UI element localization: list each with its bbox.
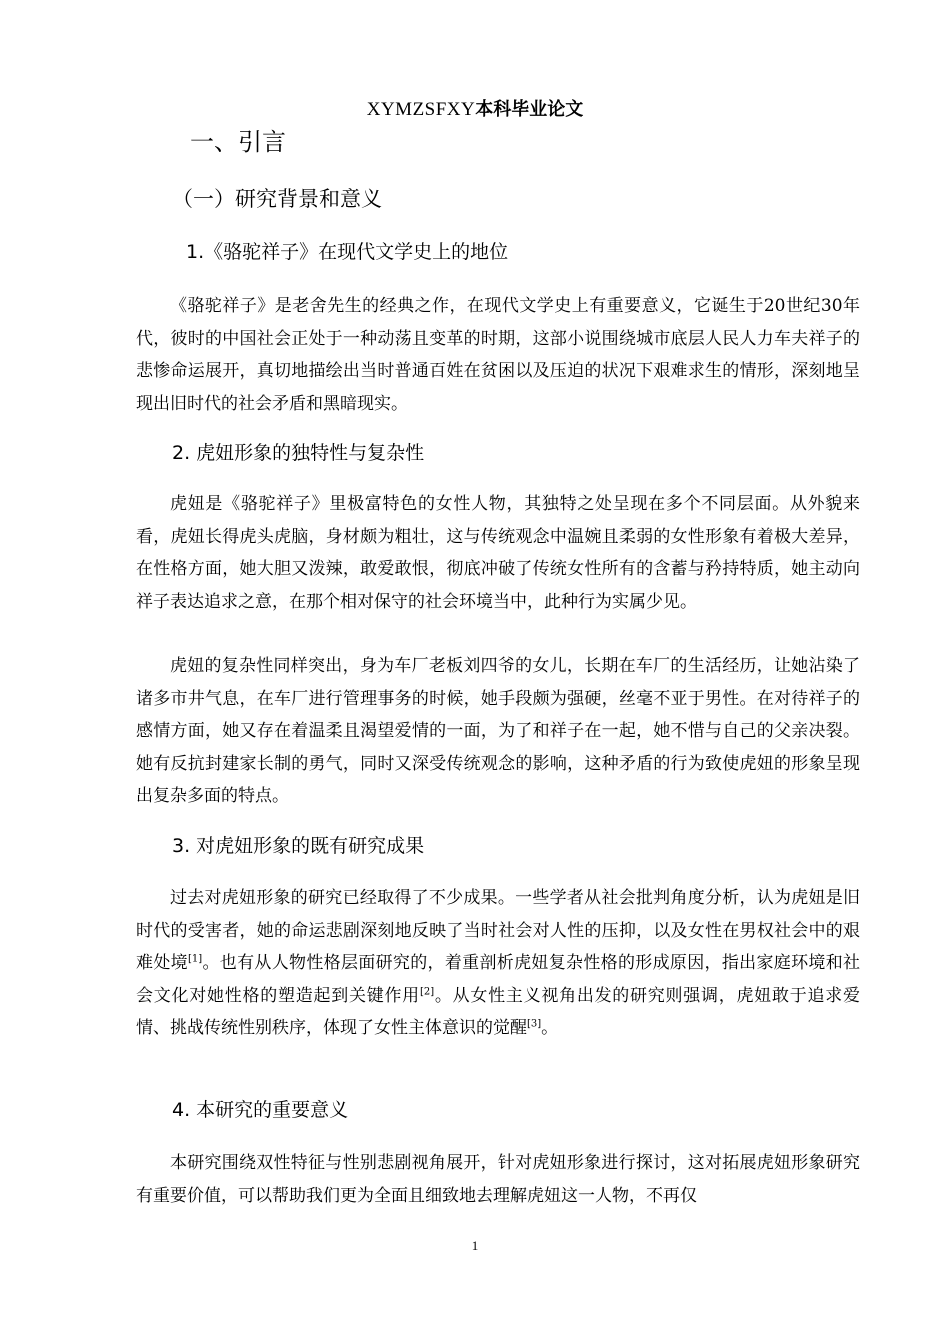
page-number: 1 <box>471 1238 479 1253</box>
subsection-3-paragraph <box>136 882 860 1045</box>
s3-text-3: 。从女性主义视角出发的研究则强调，虎妞敢于追求爱情、挑战传统性别秩序，体现了女性主体意识的觉醒 <box>136 985 861 1038</box>
citation-2: [2] <box>419 985 435 997</box>
subsection-3-title: 3. 对虎妞形象的既有研究成果 <box>172 835 425 857</box>
subsection-4-paragraph: 本研究围绕双性特征与性别悲剧视角展开，针对虎妞形象进行探讨，这对拓展虎妞形象研究有重要价值，可以帮助我们更为全面且细致地去理解虎妞这一人物，不再仅 <box>136 1153 860 1206</box>
citation-1: [1] <box>187 953 203 965</box>
s3-text-2: 。也有从人物性格层面研究的，着重剖析虎妞复杂性格的形成原因，指出家庭环境和社会文化对她性格的塑造起到关键作用 <box>136 953 861 1006</box>
subsection-2-title: 2. 虎妞形象的独特性与复杂性 <box>172 442 425 464</box>
header-code: XYMZSFXY <box>366 99 476 120</box>
chapter-title: 一、引言 <box>190 128 286 156</box>
subsection-2-paragraph-1: 虎妞是《骆驼祥子》里极富特色的女性人物，其独特之处呈现在多个不同层面。从外貌来看，虎妞长得虎头虎脑，身材颇为粗壮，这与传统观念中温婉且柔弱的女性形象有着极大差异，在性格方面，她大胆又泼辣，敢爱敢恨，彻底冲破了传统女性所有的含蓄与矜持特质，她主动向祥子表达追求之意，在那个相对保守的社会环境当中，此种行为实属少见。 <box>136 494 860 612</box>
subsection-1-paragraph: 《骆驼祥子》是老舍先生的经典之作，在现代文学史上有重要意义，它诞生于20世纪30年代，彼时的中国社会正处于一种动荡且变革的时期，这部小说围绕城市底层人民人力车夫祥子的悲惨命运展开，真切地描绘出当时普通百姓在贫困以及压迫的状况下艰难求生的情形，深刻地呈现出旧时代的社会矛盾和黑暗现实。 <box>136 296 860 414</box>
page-header <box>0 95 950 124</box>
s3-text-1: 过去对虎妞形象的研究已经取得了不少成果。一些学者从社会批判角度分析，认为虎妞是旧时代的受害者，她的命运悲剧深刻地反映了当时社会对人性的压抑，以及女性在男权社会中的艰难处境 <box>136 888 860 973</box>
citation-3: [3] <box>527 1018 542 1030</box>
subsection-2-paragraph-2: 虎妞的复杂性同样突出，身为车厂老板刘四爷的女儿，长期在车厂的生活经历，让她沾染了诸多市井气息，在车厂进行管理事务的时候，她手段颇为强硬，丝毫不亚于男性。在对待祥子的感情方面，她又存在着温柔且渴望爱情的一面，为了和祥子在一起，她不惜与自己的父亲决裂。她有反抗封建家长制的勇气，同时又深受传统观念的影响，这种矛盾的行为致使虎妞的形象呈现出复杂多面的特点。 <box>136 656 860 806</box>
subsection-4-title: 4. 本研究的重要意义 <box>172 1099 349 1121</box>
s3-text-4: 。 <box>541 1018 559 1038</box>
subsection-1-title: 1.《骆驼祥子》在现代文学史上的地位 <box>186 241 509 263</box>
header-title: 本科毕业论文 <box>475 99 584 120</box>
section-title: （一）研究背景和意义 <box>172 187 382 211</box>
